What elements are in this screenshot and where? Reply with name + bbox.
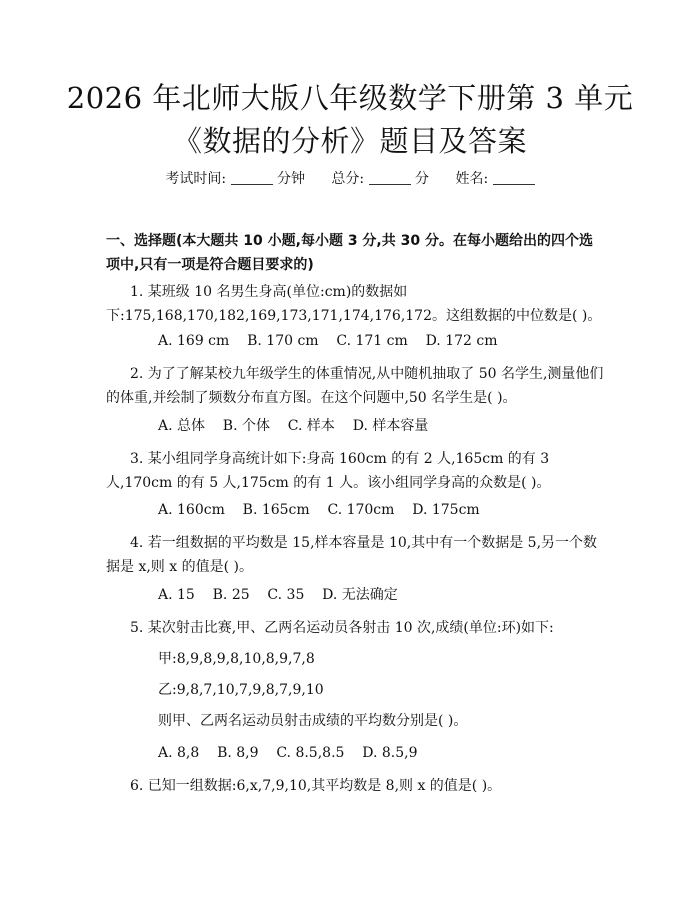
question-3-options: A. 160cm B. 165cm C. 170cm D. 175cm xyxy=(158,502,480,518)
time-label: 考试时间: xyxy=(165,171,227,187)
exam-time xyxy=(165,168,305,188)
section-heading: 一、选择题(本大题共 10 小题,每小题 3 分,共 30 分。在每小题给出的四个选项中,只有一项是符合题目要求的) xyxy=(106,233,593,273)
question-5-options: A. 8,8 B. 8,9 C. 8.5,8.5 D. 8.5,9 xyxy=(158,745,418,761)
name-blank xyxy=(493,170,535,185)
question-1: 1. 某班级 10 名男生身高(单位:cm)的数据如下:175,168,170,182,169,173,171,174,176,172。这组数据的中位数是( )。 xyxy=(106,284,602,324)
time-unit: 分钟 xyxy=(276,171,305,187)
score-blank xyxy=(369,170,411,185)
question-5: 5. 某次射击比赛,甲、乙两名运动员各射击 10 次,成绩(单位:环)如下: xyxy=(130,620,554,636)
question-3: 3. 某小组同学身高统计如下:身高 160cm 的有 2 人,165cm 的有 3 人,170cm 的有 5 人,175cm 的有 1 人。该小组同学身高的众数是( )。 xyxy=(106,451,551,491)
score-label: 总分: xyxy=(331,171,365,187)
question-5-yi-scores: 乙:9,8,7,10,7,9,8,7,9,10 xyxy=(158,682,324,698)
total-score xyxy=(331,168,429,188)
question-2: 2. 为了了解某校九年级学生的体重情况,从中随机抽取了 50 名学生,测量他们的体重,并绘制了频数分布直方图。在这个问题中,50 名学生是( )。 xyxy=(106,366,604,406)
question-4-options: A. 15 B. 25 C. 35 D. 无法确定 xyxy=(158,587,398,603)
name-label: 姓名: xyxy=(455,171,489,187)
title-line-2: 《数据的分析》题目及答案 xyxy=(172,124,527,158)
time-blank xyxy=(231,170,273,185)
question-6: 6. 已知一组数据:6,x,7,9,10,其平均数是 8,则 x 的值是( )。 xyxy=(130,778,502,794)
question-5-ask: 则甲、乙两名运动员射击成绩的平均数分别是( )。 xyxy=(158,713,468,729)
question-1-options: A. 169 cm B. 170 cm C. 171 cm D. 172 cm xyxy=(158,333,498,349)
question-2-options: A. 总体 B. 个体 C. 样本 D. 样本容量 xyxy=(158,418,429,434)
question-4: 4. 若一组数据的平均数是 15,样本容量是 10,其中有一个数据是 5,另一个数据是 x,则 x 的值是( )。 xyxy=(106,535,598,575)
score-unit: 分 xyxy=(415,171,430,187)
page-title xyxy=(0,80,700,159)
student-name xyxy=(455,168,534,188)
title-line-1: 2026 年北师大版八年级数学下册第 3 单元 xyxy=(66,81,634,115)
question-5-jia-scores: 甲:8,9,8,9,8,10,8,9,7,8 xyxy=(158,651,315,667)
exam-meta xyxy=(0,168,700,188)
